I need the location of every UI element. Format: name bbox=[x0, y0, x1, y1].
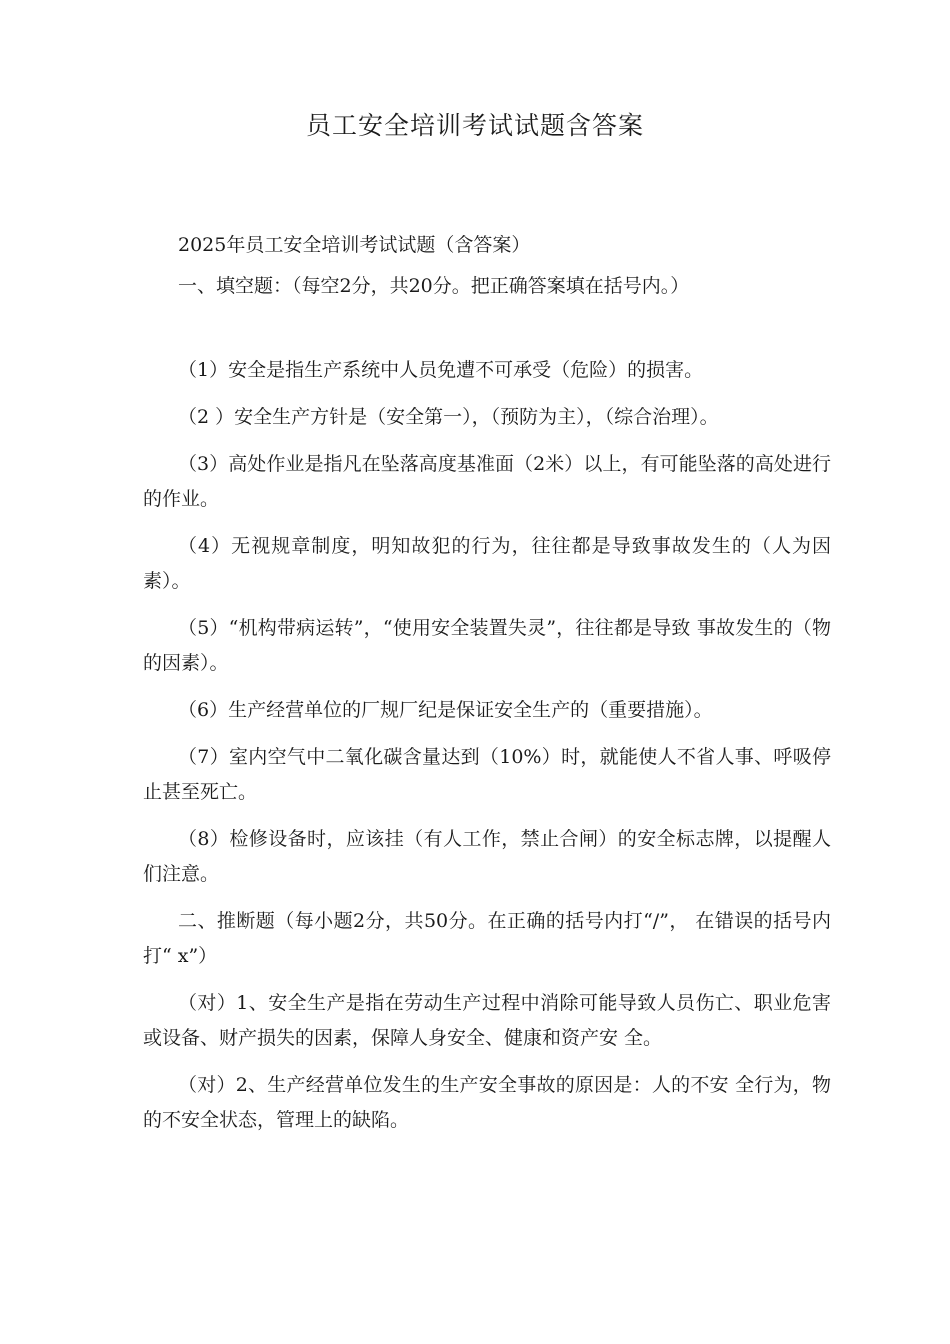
fill-item-7: （7）室内空气中二氧化碳含量达到（10%）时，就能使人不省人事、呼吸停止甚至死亡。 bbox=[143, 746, 831, 803]
judgment-item-1: （对）1、安全生产是指在劳动生产过程中消除可能导致人员伤亡、职业危害或设备、财产损失的因素，保障人身安全、健康和资产安 全。 bbox=[143, 992, 831, 1049]
document-body bbox=[143, 228, 831, 1138]
section-1-heading: 一、填空题：（每空2分，共20分。把正确答案填在括号内。） bbox=[178, 275, 690, 297]
fill-item-5: （5）“机构带病运转”，“使用安全装置失灵”，往往都是导致 事故发生的（物的因素）。 bbox=[143, 617, 831, 674]
fill-item-4: （4）无视规章制度，明知故犯的行为，往往都是导致事故发生的（人为因素）。 bbox=[143, 535, 831, 592]
section-2-heading: 二、推断题（每小题2分，共50分。在正确的括号内打“/”， 在错误的括号内打“ x”） bbox=[143, 910, 831, 967]
exam-subtitle: 2025年员工安全培训考试试题（含答案） bbox=[178, 234, 531, 256]
fill-item-2: （2 ）安全生产方针是（安全第一），（预防为主），（综合治理）。 bbox=[178, 406, 719, 428]
fill-item-3: （3）高处作业是指凡在坠落高度基准面（2米）以上，有可能坠落的高处进行的作业。 bbox=[143, 453, 831, 510]
document-title: 员工安全培训考试试题含答案 bbox=[305, 111, 644, 140]
fill-item-8: （8）检修设备时，应该挂（有人工作，禁止合闸）的安全标志牌，以提醒人们注意。 bbox=[143, 828, 831, 885]
fill-item-1: （1）安全是指生产系统中人员免遭不可承受（危险）的损害。 bbox=[178, 359, 704, 381]
judgment-item-2: （对）2、生产经营单位发生的生产安全事故的原因是：人的不安 全行为，物的不安全状态，管理上的缺陷。 bbox=[143, 1074, 831, 1131]
fill-item-6: （6）生产经营单位的厂规厂纪是保证安全生产的（重要措施）。 bbox=[178, 699, 713, 721]
